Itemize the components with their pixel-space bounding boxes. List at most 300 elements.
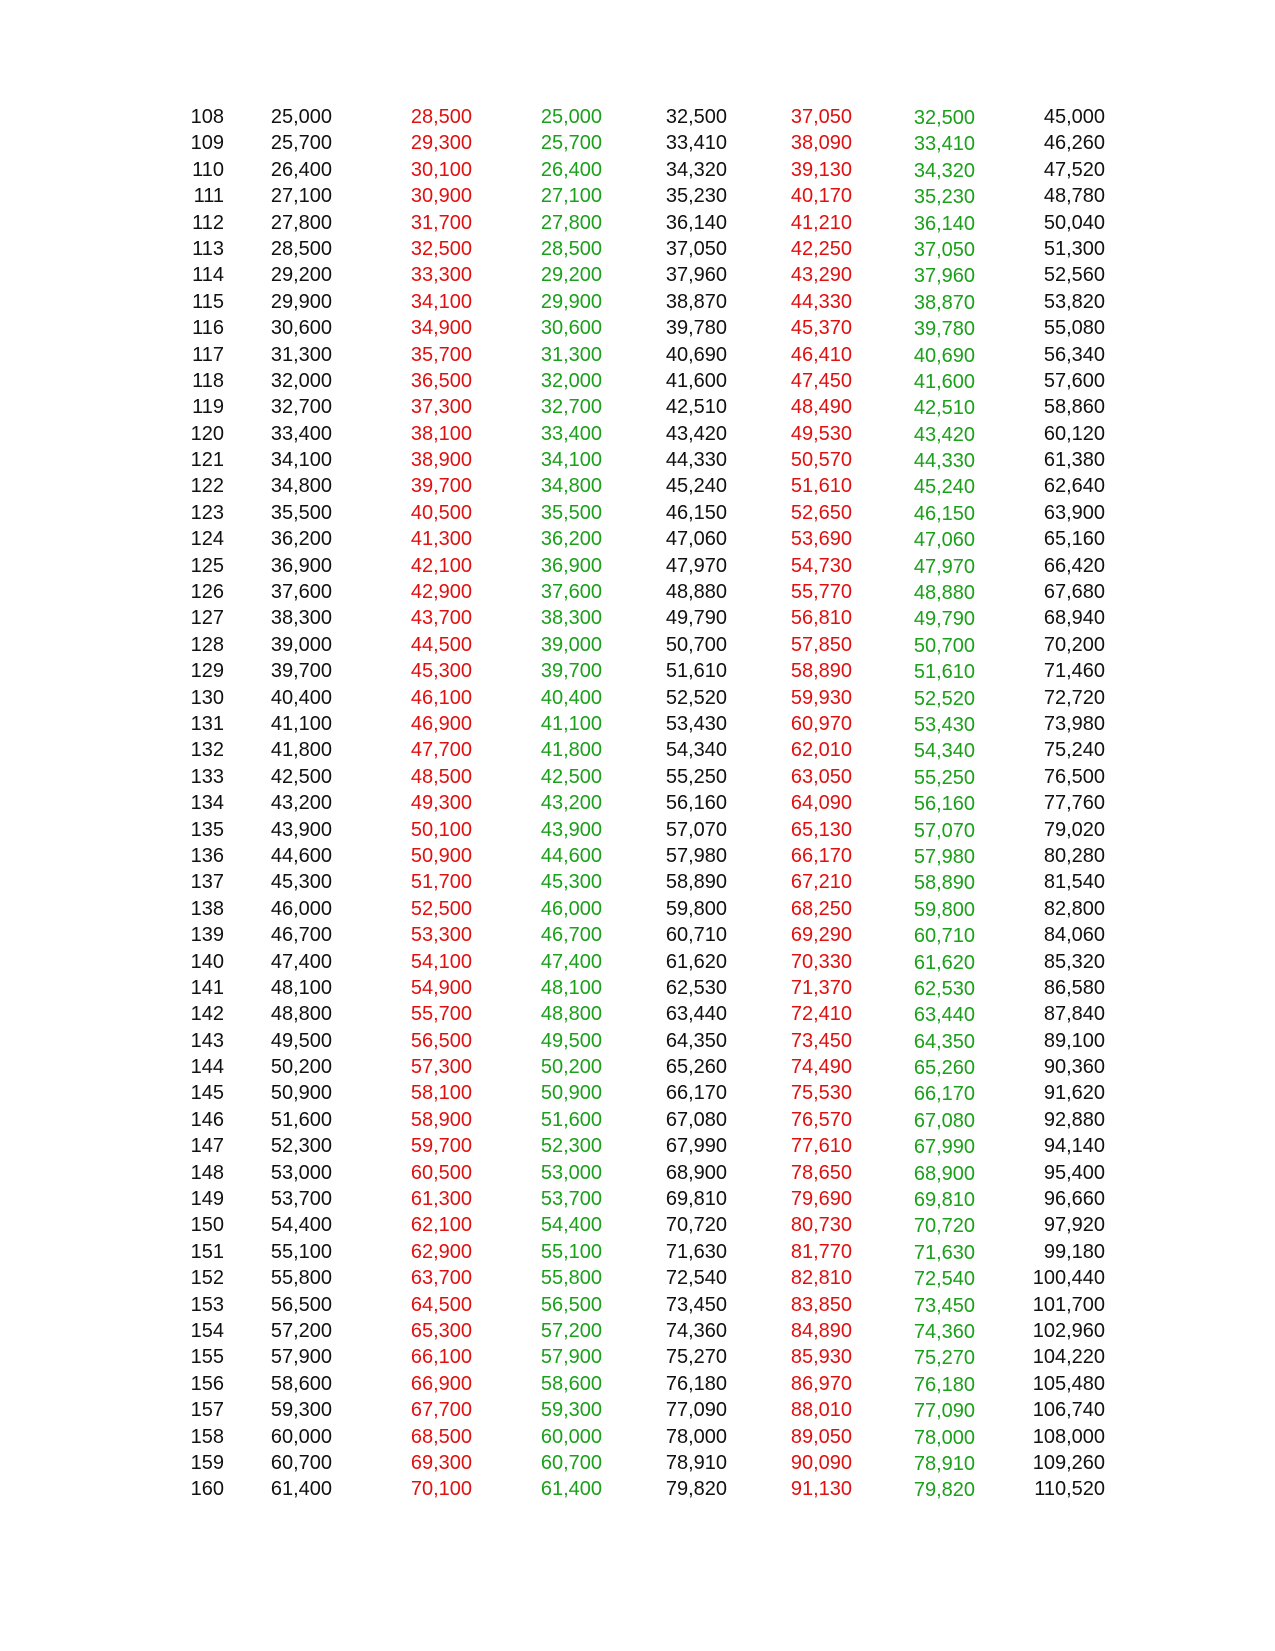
- value-cell: 33,410: [665, 132, 727, 155]
- value-cell: 56,500: [410, 1029, 472, 1052]
- value-cell: 30,100: [410, 158, 472, 181]
- table-row: [0, 1133, 1275, 1159]
- value-cell: 36,900: [540, 554, 602, 577]
- value-cell: 42,510: [913, 397, 975, 420]
- value-cell: 77,610: [790, 1135, 852, 1158]
- value-cell: 48,100: [270, 976, 332, 999]
- value-cell: 60,700: [270, 1451, 332, 1474]
- table-row: [0, 1080, 1275, 1106]
- table-row: [0, 579, 1275, 605]
- row-number-cell: 116: [192, 317, 224, 340]
- value-cell: 54,730: [790, 554, 852, 577]
- value-cell: 65,160: [1043, 528, 1105, 551]
- value-cell: 43,700: [410, 607, 472, 630]
- value-cell: 83,850: [790, 1293, 852, 1316]
- value-cell: 40,400: [540, 686, 602, 709]
- value-cell: 52,300: [540, 1135, 602, 1158]
- table-row: [0, 1344, 1275, 1370]
- table-row: [0, 183, 1275, 209]
- value-cell: 60,000: [270, 1425, 332, 1448]
- table-row: [0, 1371, 1275, 1397]
- value-cell: 86,580: [1043, 976, 1105, 999]
- value-cell: 37,600: [540, 581, 602, 604]
- value-cell: 61,620: [665, 950, 727, 973]
- table-row: [0, 843, 1275, 869]
- table-row: [0, 1186, 1275, 1212]
- row-number-cell: 108: [190, 106, 224, 128]
- value-cell: 56,340: [1043, 343, 1105, 366]
- value-cell: 72,720: [1043, 686, 1105, 709]
- value-cell: 32,700: [540, 396, 602, 419]
- value-cell: 43,420: [665, 422, 727, 445]
- value-cell: 52,650: [790, 501, 852, 524]
- value-cell: 59,800: [913, 898, 975, 921]
- value-cell: 29,900: [270, 290, 332, 313]
- table-row: [0, 658, 1275, 684]
- value-cell: 63,700: [410, 1267, 472, 1290]
- value-cell: 52,520: [913, 687, 975, 710]
- row-number-cell: 134: [190, 792, 224, 815]
- value-cell: 55,700: [410, 1003, 472, 1026]
- row-number-cell: 121: [190, 449, 224, 472]
- value-cell: 59,300: [270, 1399, 332, 1422]
- row-number-cell: 155: [190, 1346, 224, 1369]
- value-cell: 46,700: [540, 924, 602, 947]
- value-cell: 54,340: [913, 740, 975, 763]
- value-cell: 45,300: [540, 871, 602, 894]
- value-cell: 58,100: [410, 1082, 472, 1105]
- value-cell: 65,130: [790, 818, 852, 841]
- value-cell: 59,700: [410, 1135, 472, 1158]
- value-cell: 42,900: [410, 581, 472, 604]
- value-cell: 61,400: [540, 1478, 602, 1501]
- value-cell: 46,000: [540, 897, 602, 920]
- row-number-cell: 141: [190, 976, 224, 999]
- value-cell: 26,400: [540, 158, 602, 181]
- value-cell: 28,500: [410, 106, 472, 128]
- value-cell: 90,090: [790, 1451, 852, 1474]
- value-cell: 53,430: [913, 713, 975, 736]
- value-cell: 82,810: [790, 1267, 852, 1290]
- value-cell: 25,700: [540, 132, 602, 155]
- value-cell: 39,700: [540, 660, 602, 683]
- table-row: [0, 922, 1275, 948]
- row-number-cell: 125: [190, 554, 224, 577]
- value-cell: 78,910: [665, 1451, 727, 1474]
- value-cell: 41,210: [790, 211, 852, 234]
- value-cell: 28,500: [540, 237, 602, 260]
- row-number-cell: 133: [190, 765, 224, 788]
- value-cell: 73,450: [913, 1294, 975, 1317]
- value-cell: 32,500: [665, 106, 727, 128]
- row-number-cell: 112: [192, 211, 224, 234]
- value-cell: 76,500: [1043, 765, 1105, 788]
- row-number-cell: 156: [190, 1372, 224, 1395]
- table-row: [0, 447, 1275, 473]
- value-cell: 81,540: [1043, 871, 1105, 894]
- table-row: [0, 289, 1275, 315]
- value-cell: 67,680: [1043, 581, 1105, 604]
- value-cell: 78,000: [665, 1425, 727, 1448]
- value-cell: 51,610: [665, 660, 727, 683]
- row-number-cell: 143: [190, 1029, 224, 1052]
- row-number-cell: 131: [190, 712, 224, 735]
- value-cell: 46,700: [270, 924, 332, 947]
- row-number-cell: 145: [190, 1082, 224, 1105]
- row-number-cell: 129: [190, 660, 224, 683]
- value-cell: 56,160: [665, 792, 727, 815]
- value-cell: 81,770: [790, 1240, 852, 1263]
- table-row: [0, 1292, 1275, 1318]
- value-cell: 69,810: [913, 1189, 975, 1212]
- value-cell: 30,900: [410, 185, 472, 208]
- value-cell: 70,720: [665, 1214, 727, 1237]
- value-cell: 53,690: [790, 528, 852, 551]
- value-cell: 50,900: [410, 844, 472, 867]
- value-cell: 45,240: [913, 476, 975, 499]
- table-row: [0, 817, 1275, 843]
- value-cell: 32,000: [540, 369, 602, 392]
- value-cell: 61,400: [270, 1478, 332, 1501]
- row-number-cell: 159: [190, 1451, 224, 1474]
- row-number-cell: 154: [190, 1319, 224, 1342]
- value-cell: 78,910: [913, 1452, 975, 1475]
- value-cell: 55,100: [270, 1240, 332, 1263]
- value-cell: 44,500: [410, 633, 472, 656]
- value-cell: 38,300: [270, 607, 332, 630]
- value-cell: 64,350: [913, 1030, 975, 1053]
- value-cell: 39,780: [913, 318, 975, 341]
- value-cell: 85,930: [790, 1346, 852, 1369]
- value-cell: 51,700: [410, 871, 472, 894]
- value-cell: 74,360: [665, 1319, 727, 1342]
- value-cell: 49,500: [540, 1029, 602, 1052]
- row-number-cell: 149: [190, 1188, 224, 1211]
- value-cell: 54,400: [270, 1214, 332, 1237]
- table-row: [0, 553, 1275, 579]
- value-cell: 34,100: [410, 290, 472, 313]
- value-cell: 37,960: [913, 265, 975, 288]
- value-cell: 41,600: [913, 370, 975, 393]
- value-cell: 55,250: [665, 765, 727, 788]
- value-cell: 70,330: [790, 950, 852, 973]
- value-cell: 71,460: [1043, 660, 1105, 683]
- value-cell: 46,100: [410, 686, 472, 709]
- value-cell: 45,300: [410, 660, 472, 683]
- value-cell: 62,100: [410, 1214, 472, 1237]
- value-cell: 74,360: [913, 1320, 975, 1343]
- row-number-cell: 130: [190, 686, 224, 709]
- value-cell: 43,200: [270, 792, 332, 815]
- value-cell: 50,200: [270, 1056, 332, 1079]
- value-cell: 63,440: [665, 1003, 727, 1026]
- value-cell: 73,980: [1043, 712, 1105, 735]
- value-cell: 55,770: [790, 581, 852, 604]
- row-number-cell: 132: [190, 739, 224, 762]
- value-cell: 75,270: [665, 1346, 727, 1369]
- value-cell: 68,940: [1043, 607, 1105, 630]
- row-number-cell: 144: [190, 1056, 224, 1079]
- value-cell: 47,450: [790, 369, 852, 392]
- value-cell: 49,300: [410, 792, 472, 815]
- value-cell: 96,660: [1043, 1188, 1105, 1211]
- value-cell: 53,820: [1043, 290, 1105, 313]
- row-number-cell: 128: [190, 633, 224, 656]
- value-cell: 50,100: [410, 818, 472, 841]
- value-cell: 100,440: [1032, 1267, 1105, 1290]
- value-cell: 48,780: [1043, 185, 1105, 208]
- value-cell: 35,500: [540, 501, 602, 524]
- value-cell: 25,700: [270, 132, 332, 155]
- row-number-cell: 115: [192, 290, 224, 313]
- value-cell: 46,000: [270, 897, 332, 920]
- value-cell: 57,900: [540, 1346, 602, 1369]
- value-cell: 57,850: [790, 633, 852, 656]
- value-cell: 53,700: [540, 1188, 602, 1211]
- value-cell: 60,970: [790, 712, 852, 735]
- value-cell: 53,000: [270, 1161, 332, 1184]
- value-cell: 40,400: [270, 686, 332, 709]
- value-cell: 40,170: [790, 185, 852, 208]
- value-cell: 71,630: [665, 1240, 727, 1263]
- value-cell: 48,100: [540, 976, 602, 999]
- value-cell: 62,640: [1043, 475, 1105, 498]
- value-cell: 89,050: [790, 1425, 852, 1448]
- value-cell: 97,920: [1043, 1214, 1105, 1237]
- row-number-cell: 127: [190, 607, 224, 630]
- table-row: [0, 869, 1275, 895]
- value-cell: 38,300: [540, 607, 602, 630]
- value-cell: 53,430: [665, 712, 727, 735]
- value-cell: 55,800: [270, 1267, 332, 1290]
- value-cell: 76,180: [665, 1372, 727, 1395]
- value-cell: 37,300: [410, 396, 472, 419]
- value-cell: 34,900: [410, 317, 472, 340]
- value-cell: 94,140: [1043, 1135, 1105, 1158]
- row-number-cell: 151: [190, 1240, 224, 1263]
- value-cell: 30,600: [540, 317, 602, 340]
- value-cell: 67,210: [790, 871, 852, 894]
- row-number-cell: 122: [190, 475, 224, 498]
- value-cell: 47,060: [665, 528, 727, 551]
- value-cell: 91,130: [790, 1478, 852, 1501]
- table-row: [0, 605, 1275, 631]
- value-cell: 37,960: [665, 264, 727, 287]
- value-cell: 43,290: [790, 264, 852, 287]
- value-cell: 57,980: [665, 844, 727, 867]
- value-cell: 36,500: [410, 369, 472, 392]
- table-row: [0, 1107, 1275, 1133]
- row-number-cell: 109: [190, 132, 224, 155]
- value-cell: 53,700: [270, 1188, 332, 1211]
- value-cell: 86,970: [790, 1372, 852, 1395]
- value-cell: 67,700: [410, 1399, 472, 1422]
- value-cell: 60,710: [913, 925, 975, 948]
- value-cell: 34,320: [913, 159, 975, 182]
- value-cell: 43,900: [270, 818, 332, 841]
- value-cell: 91,620: [1043, 1082, 1105, 1105]
- value-cell: 27,800: [270, 211, 332, 234]
- value-cell: 69,300: [410, 1451, 472, 1474]
- value-cell: 70,200: [1043, 633, 1105, 656]
- value-cell: 58,860: [1043, 396, 1105, 419]
- row-number-cell: 136: [190, 844, 224, 867]
- table-row: [0, 1476, 1275, 1502]
- value-cell: 64,090: [790, 792, 852, 815]
- value-cell: 38,870: [665, 290, 727, 313]
- value-cell: 109,260: [1032, 1451, 1105, 1474]
- value-cell: 60,000: [540, 1425, 602, 1448]
- table-row: [0, 104, 1275, 130]
- value-cell: 55,800: [540, 1267, 602, 1290]
- value-cell: 43,200: [540, 792, 602, 815]
- value-cell: 101,700: [1032, 1293, 1105, 1316]
- value-cell: 49,790: [913, 608, 975, 631]
- value-cell: 37,050: [790, 106, 852, 128]
- value-cell: 41,800: [270, 739, 332, 762]
- value-cell: 42,500: [270, 765, 332, 788]
- value-cell: 58,890: [790, 660, 852, 683]
- value-cell: 36,140: [665, 211, 727, 234]
- value-cell: 34,100: [540, 449, 602, 472]
- value-cell: 110,520: [1034, 1478, 1105, 1501]
- value-cell: 37,050: [665, 237, 727, 260]
- value-cell: 40,690: [665, 343, 727, 366]
- value-cell: 51,610: [790, 475, 852, 498]
- value-cell: 54,100: [410, 950, 472, 973]
- row-number-cell: 117: [192, 343, 224, 366]
- value-cell: 63,900: [1043, 501, 1105, 524]
- value-cell: 36,200: [540, 528, 602, 551]
- value-cell: 41,600: [665, 369, 727, 392]
- value-cell: 54,340: [665, 739, 727, 762]
- value-cell: 71,630: [913, 1241, 975, 1264]
- value-cell: 67,080: [665, 1108, 727, 1131]
- value-cell: 33,300: [410, 264, 472, 287]
- data-table: [0, 104, 1275, 1503]
- table-row: [0, 394, 1275, 420]
- value-cell: 29,200: [270, 264, 332, 287]
- value-cell: 54,900: [410, 976, 472, 999]
- value-cell: 57,070: [913, 819, 975, 842]
- value-cell: 68,900: [913, 1162, 975, 1185]
- value-cell: 85,320: [1043, 950, 1105, 973]
- value-cell: 80,730: [790, 1214, 852, 1237]
- value-cell: 61,380: [1043, 449, 1105, 472]
- table-row: [0, 421, 1275, 447]
- value-cell: 56,500: [270, 1293, 332, 1316]
- value-cell: 59,930: [790, 686, 852, 709]
- row-number-cell: 118: [192, 369, 224, 392]
- value-cell: 46,150: [913, 502, 975, 525]
- value-cell: 39,000: [540, 633, 602, 656]
- value-cell: 35,500: [270, 501, 332, 524]
- value-cell: 70,720: [913, 1215, 975, 1238]
- value-cell: 48,880: [913, 582, 975, 605]
- value-cell: 35,700: [410, 343, 472, 366]
- value-cell: 28,500: [270, 237, 332, 260]
- value-cell: 69,810: [665, 1188, 727, 1211]
- value-cell: 35,230: [913, 186, 975, 209]
- value-cell: 58,900: [410, 1108, 472, 1131]
- value-cell: 63,050: [790, 765, 852, 788]
- value-cell: 59,800: [665, 897, 727, 920]
- row-number-cell: 135: [190, 818, 224, 841]
- value-cell: 38,900: [410, 449, 472, 472]
- table-row: [0, 500, 1275, 526]
- table-row: [0, 473, 1275, 499]
- value-cell: 56,810: [790, 607, 852, 630]
- value-cell: 39,130: [790, 158, 852, 181]
- row-number-cell: 113: [192, 237, 224, 260]
- value-cell: 62,900: [410, 1240, 472, 1263]
- value-cell: 68,500: [410, 1425, 472, 1448]
- value-cell: 37,600: [270, 581, 332, 604]
- value-cell: 74,490: [790, 1056, 852, 1079]
- value-cell: 27,100: [270, 185, 332, 208]
- value-cell: 47,970: [665, 554, 727, 577]
- value-cell: 41,300: [410, 528, 472, 551]
- value-cell: 58,890: [665, 871, 727, 894]
- value-cell: 55,250: [913, 766, 975, 789]
- table-row: [0, 790, 1275, 816]
- value-cell: 84,060: [1043, 924, 1105, 947]
- value-cell: 31,300: [540, 343, 602, 366]
- value-cell: 29,900: [540, 290, 602, 313]
- value-cell: 42,100: [410, 554, 472, 577]
- value-cell: 34,800: [540, 475, 602, 498]
- value-cell: 72,540: [913, 1268, 975, 1291]
- value-cell: 67,990: [665, 1135, 727, 1158]
- value-cell: 33,410: [913, 133, 975, 156]
- value-cell: 40,500: [410, 501, 472, 524]
- value-cell: 67,080: [913, 1109, 975, 1132]
- value-cell: 52,300: [270, 1135, 332, 1158]
- value-cell: 31,700: [410, 211, 472, 234]
- value-cell: 45,300: [270, 871, 332, 894]
- table-row: [0, 315, 1275, 341]
- table-row: [0, 1001, 1275, 1027]
- table-row: [0, 896, 1275, 922]
- value-cell: 62,010: [790, 739, 852, 762]
- table-row: [0, 262, 1275, 288]
- value-cell: 39,700: [270, 660, 332, 683]
- value-cell: 79,020: [1043, 818, 1105, 841]
- row-number-cell: 119: [192, 396, 224, 419]
- row-number-cell: 126: [190, 581, 224, 604]
- row-number-cell: 138: [190, 897, 224, 920]
- value-cell: 50,570: [790, 449, 852, 472]
- value-cell: 27,800: [540, 211, 602, 234]
- value-cell: 66,900: [410, 1372, 472, 1395]
- value-cell: 51,610: [913, 661, 975, 684]
- value-cell: 42,500: [540, 765, 602, 788]
- value-cell: 73,450: [665, 1293, 727, 1316]
- value-cell: 58,600: [270, 1372, 332, 1395]
- value-cell: 63,440: [913, 1004, 975, 1027]
- value-cell: 44,330: [790, 290, 852, 313]
- value-cell: 47,970: [913, 555, 975, 578]
- value-cell: 46,150: [665, 501, 727, 524]
- value-cell: 41,100: [540, 712, 602, 735]
- value-cell: 50,200: [540, 1056, 602, 1079]
- table-row: [0, 737, 1275, 763]
- table-row: [0, 368, 1275, 394]
- row-number-cell: 142: [190, 1003, 224, 1026]
- value-cell: 66,170: [790, 844, 852, 867]
- value-cell: 57,600: [1043, 369, 1105, 392]
- value-cell: 90,360: [1043, 1056, 1105, 1079]
